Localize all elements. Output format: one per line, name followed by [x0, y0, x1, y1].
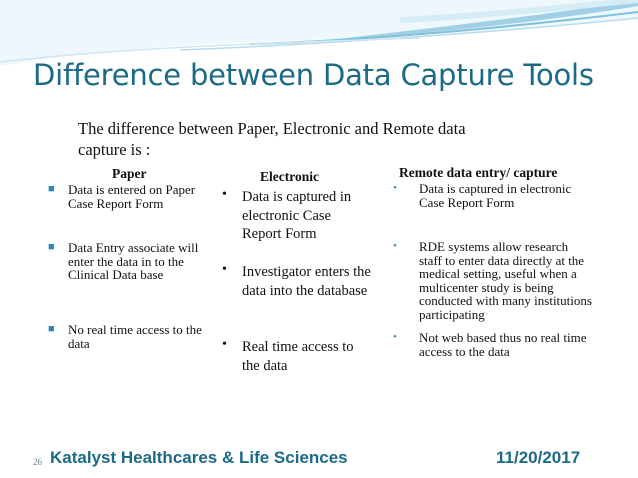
- footer-organization: Katalyst Healthcares & Life Sciences: [50, 448, 348, 467]
- square-bullet-icon: ■: [48, 323, 55, 335]
- dot-bullet-icon: •: [222, 187, 227, 202]
- remote-heading: Remote data entry/ capture: [399, 165, 558, 180]
- paper-item-2: Data Entry associate will enter the data in to the Clinical Data base: [68, 240, 199, 282]
- electronic-item-2: Investigator enters the data into the database: [242, 264, 371, 299]
- remote-item-1: Data is captured in electronic Case Report Form: [419, 181, 572, 210]
- dot-bullet-icon: •: [222, 262, 227, 277]
- electronic-item-3: Real time access to the data: [242, 339, 354, 374]
- slide-title: Difference between Data Capture Tools: [33, 58, 594, 92]
- dot-bullet-icon: •: [393, 182, 397, 194]
- dot-bullet-icon: •: [393, 331, 397, 343]
- square-bullet-icon: ■: [48, 183, 55, 195]
- electronic-item-1: Data is captured in electronic Case Report Form: [242, 189, 352, 242]
- remote-item-3: Not web based thus no real time access to the data: [419, 330, 587, 359]
- intro-text: The difference between Paper, Electronic and Remote data capture is :: [78, 119, 466, 159]
- paper-item-3: No real time access to the data: [68, 322, 202, 351]
- remote-item-2: RDE systems allow research staff to enter data directly at the medical setting, useful when a multicenter study is being conducted with many institutions participating: [419, 239, 592, 322]
- electronic-heading: Electronic: [260, 169, 319, 184]
- footer-date: 11/20/2017: [496, 448, 581, 467]
- paper-item-1: Data is entered on Paper Case Report Form: [68, 182, 196, 211]
- dot-bullet-icon: •: [393, 240, 397, 252]
- dot-bullet-icon: •: [222, 337, 227, 352]
- page-number: 26: [33, 457, 42, 467]
- square-bullet-icon: ■: [48, 241, 55, 253]
- paper-heading: Paper: [112, 166, 147, 181]
